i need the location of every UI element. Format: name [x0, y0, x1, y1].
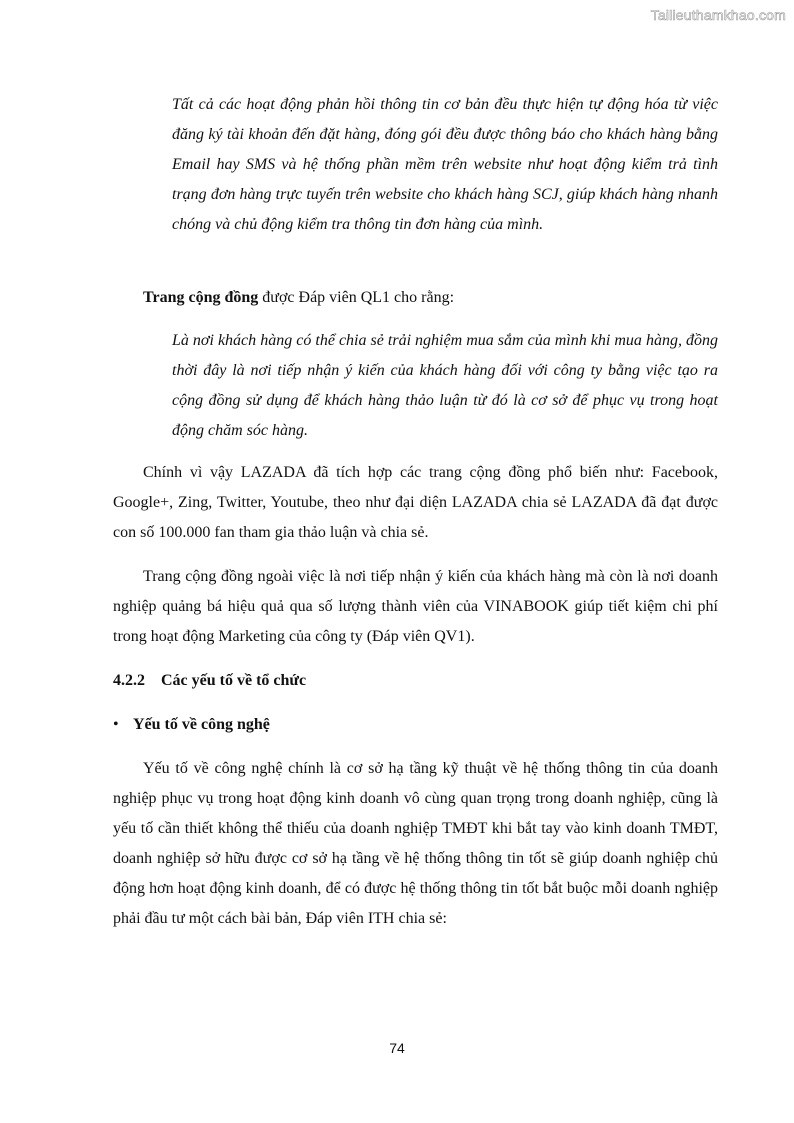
community-intro-rest: được Đáp viên QL1 cho rằng: — [258, 289, 455, 306]
paragraph-community: Trang cộng đồng ngoài việc là nơi tiếp nhận ý kiến của khách hàng mà còn là nơi doanh nghiệp quảng bá hiệu quả qua số lượng thành viên của VINABOOK giúp tiết kiệm chi phí trong hoạt động Marketing của công ty (Đáp viên QV1). — [113, 568, 718, 645]
quote-block-2: Là nơi khách hàng có thể chia sẻ trải nghiệm mua sắm của mình khi mua hàng, đồng thời đây là nơi tiếp nhận ý kiến của khách hàng đối với công ty bằng việc tạo ra cộng đồng sử dụng để khách hàng thảo luận từ đó là cơ sở để phục vụ trong hoạt động chăm sóc hàng. — [172, 332, 718, 439]
section-heading — [113, 666, 306, 696]
bullet-heading — [113, 710, 270, 740]
paragraph-lazada: Chính vì vậy LAZADA đã tích hợp các trang cộng đồng phổ biến như: Facebook, Google+, Zing, Twitter, Youtube, theo như đại diện LAZADA chia sẻ LAZADA đã đạt được con số 100.000 fan tham gia thảo luận và chia sẻ. — [113, 464, 718, 541]
paragraph-technology: Yếu tố về công nghệ chính là cơ sở hạ tầng kỹ thuật về hệ thống thông tin của doanh nghiệp phục vụ trong hoạt động kinh doanh vô cùng quan trọng trong doanh nghiệp, cũng là yếu tố cần thiết không thể thiếu của doanh nghiệp TMĐT khi bắt tay vào kinh doanh TMĐT, doanh nghiệp sở hữu được cơ sở hạ tầng về hệ thống thông tin tốt sẽ giúp doanh nghiệp chủ động hơn hoạt động kinh doanh, để có được hệ thống thông tin tốt bắt buộc mỗi doanh nghiệp phải đầu tư một cách bài bản, Đáp viên ITH chia sẻ: — [113, 760, 718, 927]
bullet-title: Yếu tố về công nghệ — [133, 716, 270, 733]
community-intro — [143, 283, 454, 313]
section-number: 4.2.2 — [113, 672, 145, 689]
watermark: Tailieuthamkhao.com — [650, 7, 786, 23]
page-number: 74 — [389, 1040, 405, 1056]
bullet-icon: • — [113, 716, 119, 733]
section-title: Các yếu tố về tổ chức — [161, 672, 307, 689]
quote-block-1: Tất cả các hoạt động phản hồi thông tin cơ bản đều thực hiện tự động hóa từ việc đăng ký tài khoản đến đặt hàng, đóng gói đều được thông báo cho khách hàng bằng Email hay SMS và hệ thống phần mềm trên website như hoạt động kiểm trả tình trạng đơn hàng trực tuyến trên website cho khách hàng SCJ, giúp khách hàng nhanh chóng và chủ động kiểm tra thông tin đơn hàng của mình. — [172, 96, 718, 233]
community-term: Trang cộng đồng — [143, 289, 259, 306]
